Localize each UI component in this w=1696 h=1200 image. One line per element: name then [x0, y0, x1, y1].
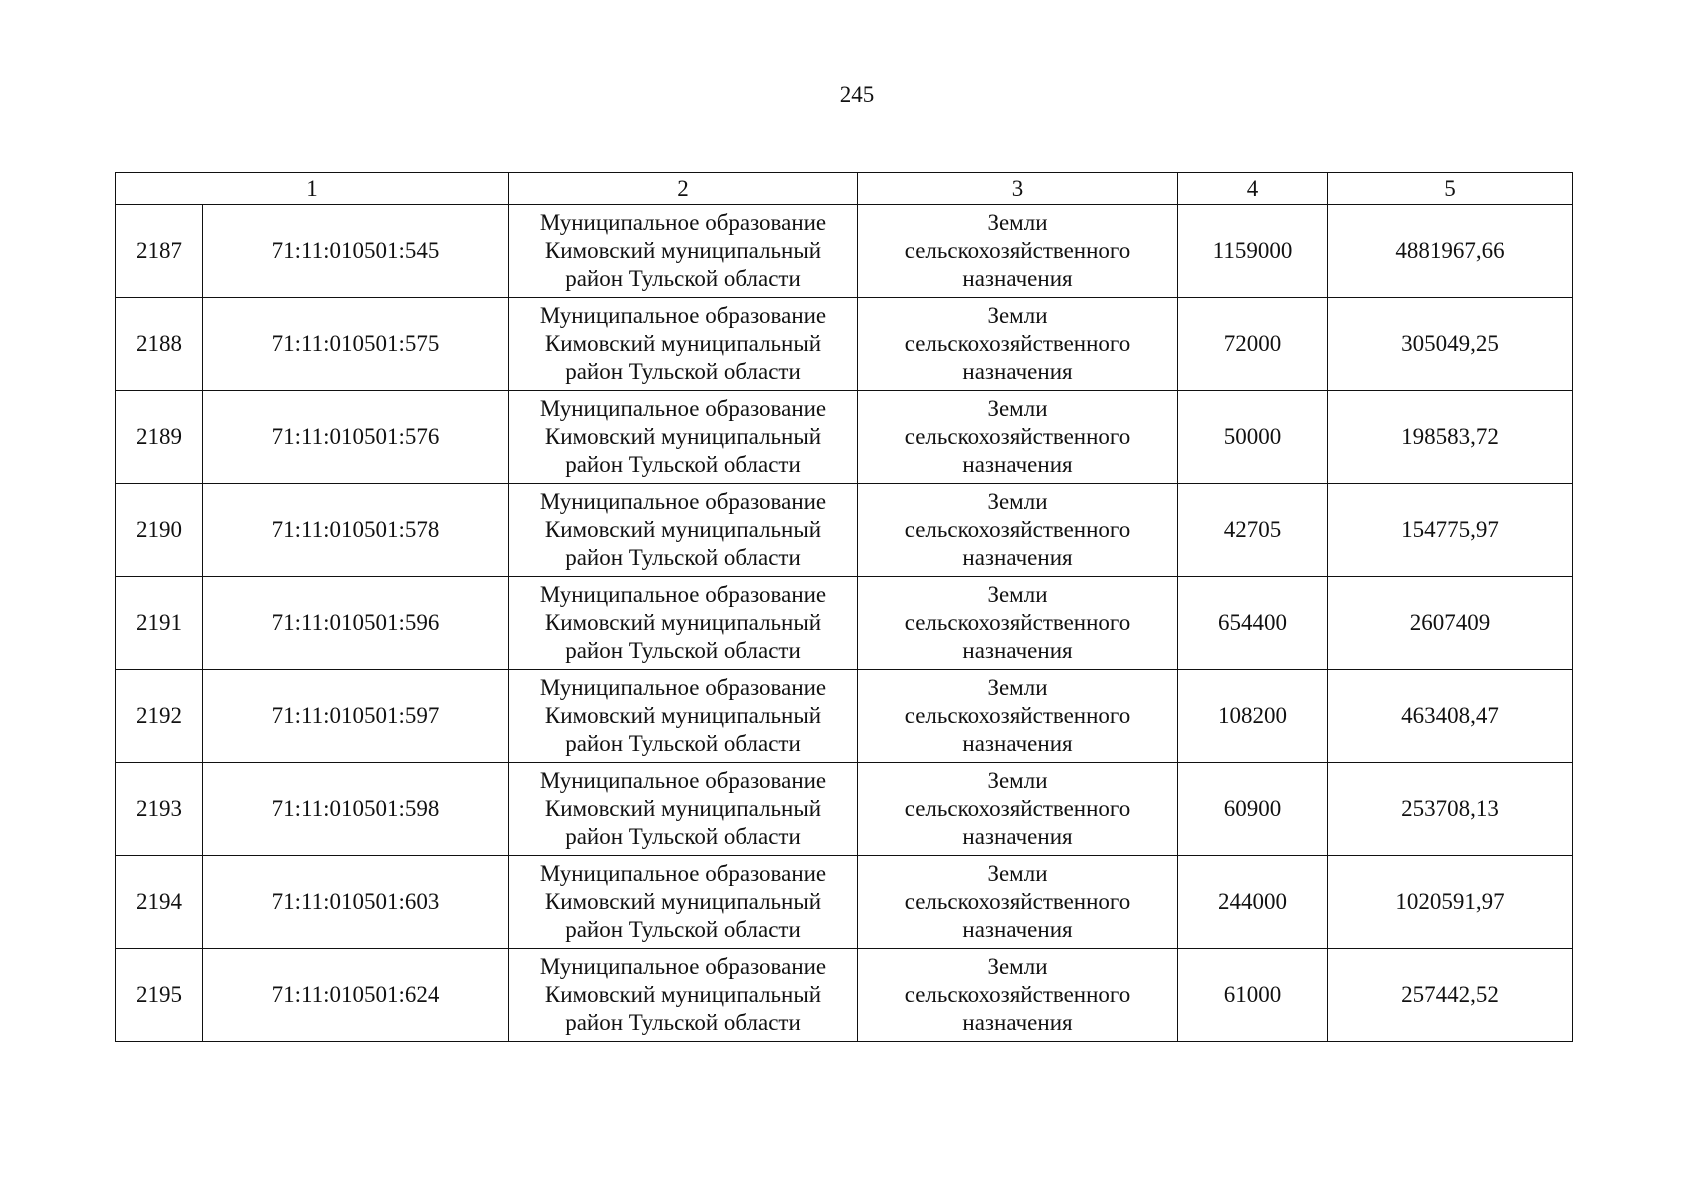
category-line: Земли [987, 489, 1048, 514]
area-cell: 72000 [1178, 298, 1328, 391]
category-line: сельскохозяйственного [904, 610, 1131, 635]
area-cell: 244000 [1178, 856, 1328, 949]
owner-line: район Тульской области [565, 638, 801, 663]
category-line: Земли [987, 768, 1048, 793]
land-category-cell [858, 298, 1178, 391]
owner-line: Кимовский муниципальный [544, 610, 822, 635]
owner-line: Муниципальное образование [539, 954, 827, 979]
cadastral-value-cell: 198583,72 [1328, 391, 1573, 484]
owner-line: Муниципальное образование [539, 861, 827, 886]
cadastral-value-cell: 463408,47 [1328, 670, 1573, 763]
row-number-cell: 2194 [116, 856, 203, 949]
category-line: назначения [962, 638, 1073, 663]
owner-line: район Тульской области [565, 731, 801, 756]
area-cell: 60900 [1178, 763, 1328, 856]
category-line: сельскохозяйственного [904, 982, 1131, 1007]
cadastral-number-cell: 71:11:010501:603 [203, 856, 509, 949]
table-row [116, 763, 1573, 856]
cadastral-number-cell: 71:11:010501:576 [203, 391, 509, 484]
owner-cell [509, 484, 858, 577]
owner-cell [509, 763, 858, 856]
owner-line: Кимовский муниципальный [544, 331, 822, 356]
table-row [116, 484, 1573, 577]
area-cell: 61000 [1178, 949, 1328, 1042]
land-category-cell [858, 763, 1178, 856]
category-line: сельскохозяйственного [904, 424, 1131, 449]
row-number-cell: 2188 [116, 298, 203, 391]
owner-line: Кимовский муниципальный [544, 424, 822, 449]
category-line: сельскохозяйственного [904, 889, 1131, 914]
table-body [116, 205, 1573, 1042]
owner-line: район Тульской области [565, 359, 801, 384]
cadastral-value-cell: 305049,25 [1328, 298, 1573, 391]
category-line: назначения [962, 545, 1073, 570]
owner-line: Кимовский муниципальный [544, 238, 822, 263]
owner-cell [509, 949, 858, 1042]
owner-line: Кимовский муниципальный [544, 982, 822, 1007]
owner-line: район Тульской области [565, 1010, 801, 1035]
column-header-4: 4 [1178, 173, 1328, 205]
owner-line: Кимовский муниципальный [544, 703, 822, 728]
row-number-cell: 2193 [116, 763, 203, 856]
cadastral-number-cell: 71:11:010501:578 [203, 484, 509, 577]
row-number-cell: 2191 [116, 577, 203, 670]
column-header-3: 3 [858, 173, 1178, 205]
category-line: сельскохозяйственного [904, 331, 1131, 356]
land-category-cell [858, 205, 1178, 298]
row-number-cell: 2189 [116, 391, 203, 484]
table-row [116, 856, 1573, 949]
cadastral-value-cell: 1020591,97 [1328, 856, 1573, 949]
category-line: назначения [962, 824, 1073, 849]
area-cell: 42705 [1178, 484, 1328, 577]
page-number: 245 [839, 82, 875, 107]
owner-line: район Тульской области [565, 917, 801, 942]
land-category-cell [858, 391, 1178, 484]
cadastral-number-cell: 71:11:010501:596 [203, 577, 509, 670]
owner-line: Муниципальное образование [539, 396, 827, 421]
owner-line: район Тульской области [565, 452, 801, 477]
owner-cell [509, 391, 858, 484]
area-cell: 50000 [1178, 391, 1328, 484]
category-line: назначения [962, 1010, 1073, 1035]
row-number-cell: 2190 [116, 484, 203, 577]
category-line: Земли [987, 210, 1048, 235]
owner-cell [509, 670, 858, 763]
land-category-cell [858, 856, 1178, 949]
owner-cell [509, 205, 858, 298]
land-category-cell [858, 577, 1178, 670]
table-row [116, 391, 1573, 484]
column-header-2: 2 [509, 173, 858, 205]
cadastral-value-cell: 4881967,66 [1328, 205, 1573, 298]
table-row [116, 670, 1573, 763]
owner-line: Муниципальное образование [539, 768, 827, 793]
category-line: сельскохозяйственного [904, 796, 1131, 821]
owner-line: Муниципальное образование [539, 210, 827, 235]
owner-line: Кимовский муниципальный [544, 796, 822, 821]
area-cell: 1159000 [1178, 205, 1328, 298]
category-line: сельскохозяйственного [904, 238, 1131, 263]
area-cell: 108200 [1178, 670, 1328, 763]
cadastral-number-cell: 71:11:010501:598 [203, 763, 509, 856]
land-category-cell [858, 484, 1178, 577]
owner-cell [509, 298, 858, 391]
category-line: назначения [962, 731, 1073, 756]
table-row [116, 205, 1573, 298]
owner-line: Муниципальное образование [539, 675, 827, 700]
owner-line: Кимовский муниципальный [544, 517, 822, 542]
cadastral-value-cell: 257442,52 [1328, 949, 1573, 1042]
category-line: Земли [987, 303, 1048, 328]
row-number-cell: 2195 [116, 949, 203, 1042]
owner-line: район Тульской области [565, 266, 801, 291]
cadastral-number-cell: 71:11:010501:597 [203, 670, 509, 763]
column-header-1: 1 [116, 173, 509, 205]
cadastral-number-cell: 71:11:010501:575 [203, 298, 509, 391]
category-line: назначения [962, 266, 1073, 291]
category-line: назначения [962, 917, 1073, 942]
owner-line: Муниципальное образование [539, 489, 827, 514]
table-row [116, 298, 1573, 391]
category-line: сельскохозяйственного [904, 517, 1131, 542]
area-cell: 654400 [1178, 577, 1328, 670]
row-number-cell: 2192 [116, 670, 203, 763]
column-number-header-row [116, 173, 1573, 205]
land-category-cell [858, 949, 1178, 1042]
land-category-cell [858, 670, 1178, 763]
row-number-cell: 2187 [116, 205, 203, 298]
table-row [116, 949, 1573, 1042]
owner-line: Кимовский муниципальный [544, 889, 822, 914]
cadastral-value-cell: 253708,13 [1328, 763, 1573, 856]
cadastral-number-cell: 71:11:010501:624 [203, 949, 509, 1042]
category-line: Земли [987, 954, 1048, 979]
cadastral-number-cell: 71:11:010501:545 [203, 205, 509, 298]
column-header-5: 5 [1328, 173, 1573, 205]
cadastral-value-cell: 154775,97 [1328, 484, 1573, 577]
owner-line: район Тульской области [565, 824, 801, 849]
owner-line: Муниципальное образование [539, 303, 827, 328]
owner-cell [509, 577, 858, 670]
category-line: Земли [987, 675, 1048, 700]
category-line: назначения [962, 359, 1073, 384]
cadastral-value-cell: 2607409 [1328, 577, 1573, 670]
category-line: сельскохозяйственного [904, 703, 1131, 728]
category-line: Земли [987, 582, 1048, 607]
land-plots-table [115, 172, 1573, 1042]
table-row [116, 577, 1573, 670]
category-line: назначения [962, 452, 1073, 477]
owner-line: Муниципальное образование [539, 582, 827, 607]
category-line: Земли [987, 861, 1048, 886]
owner-cell [509, 856, 858, 949]
category-line: Земли [987, 396, 1048, 421]
owner-line: район Тульской области [565, 545, 801, 570]
